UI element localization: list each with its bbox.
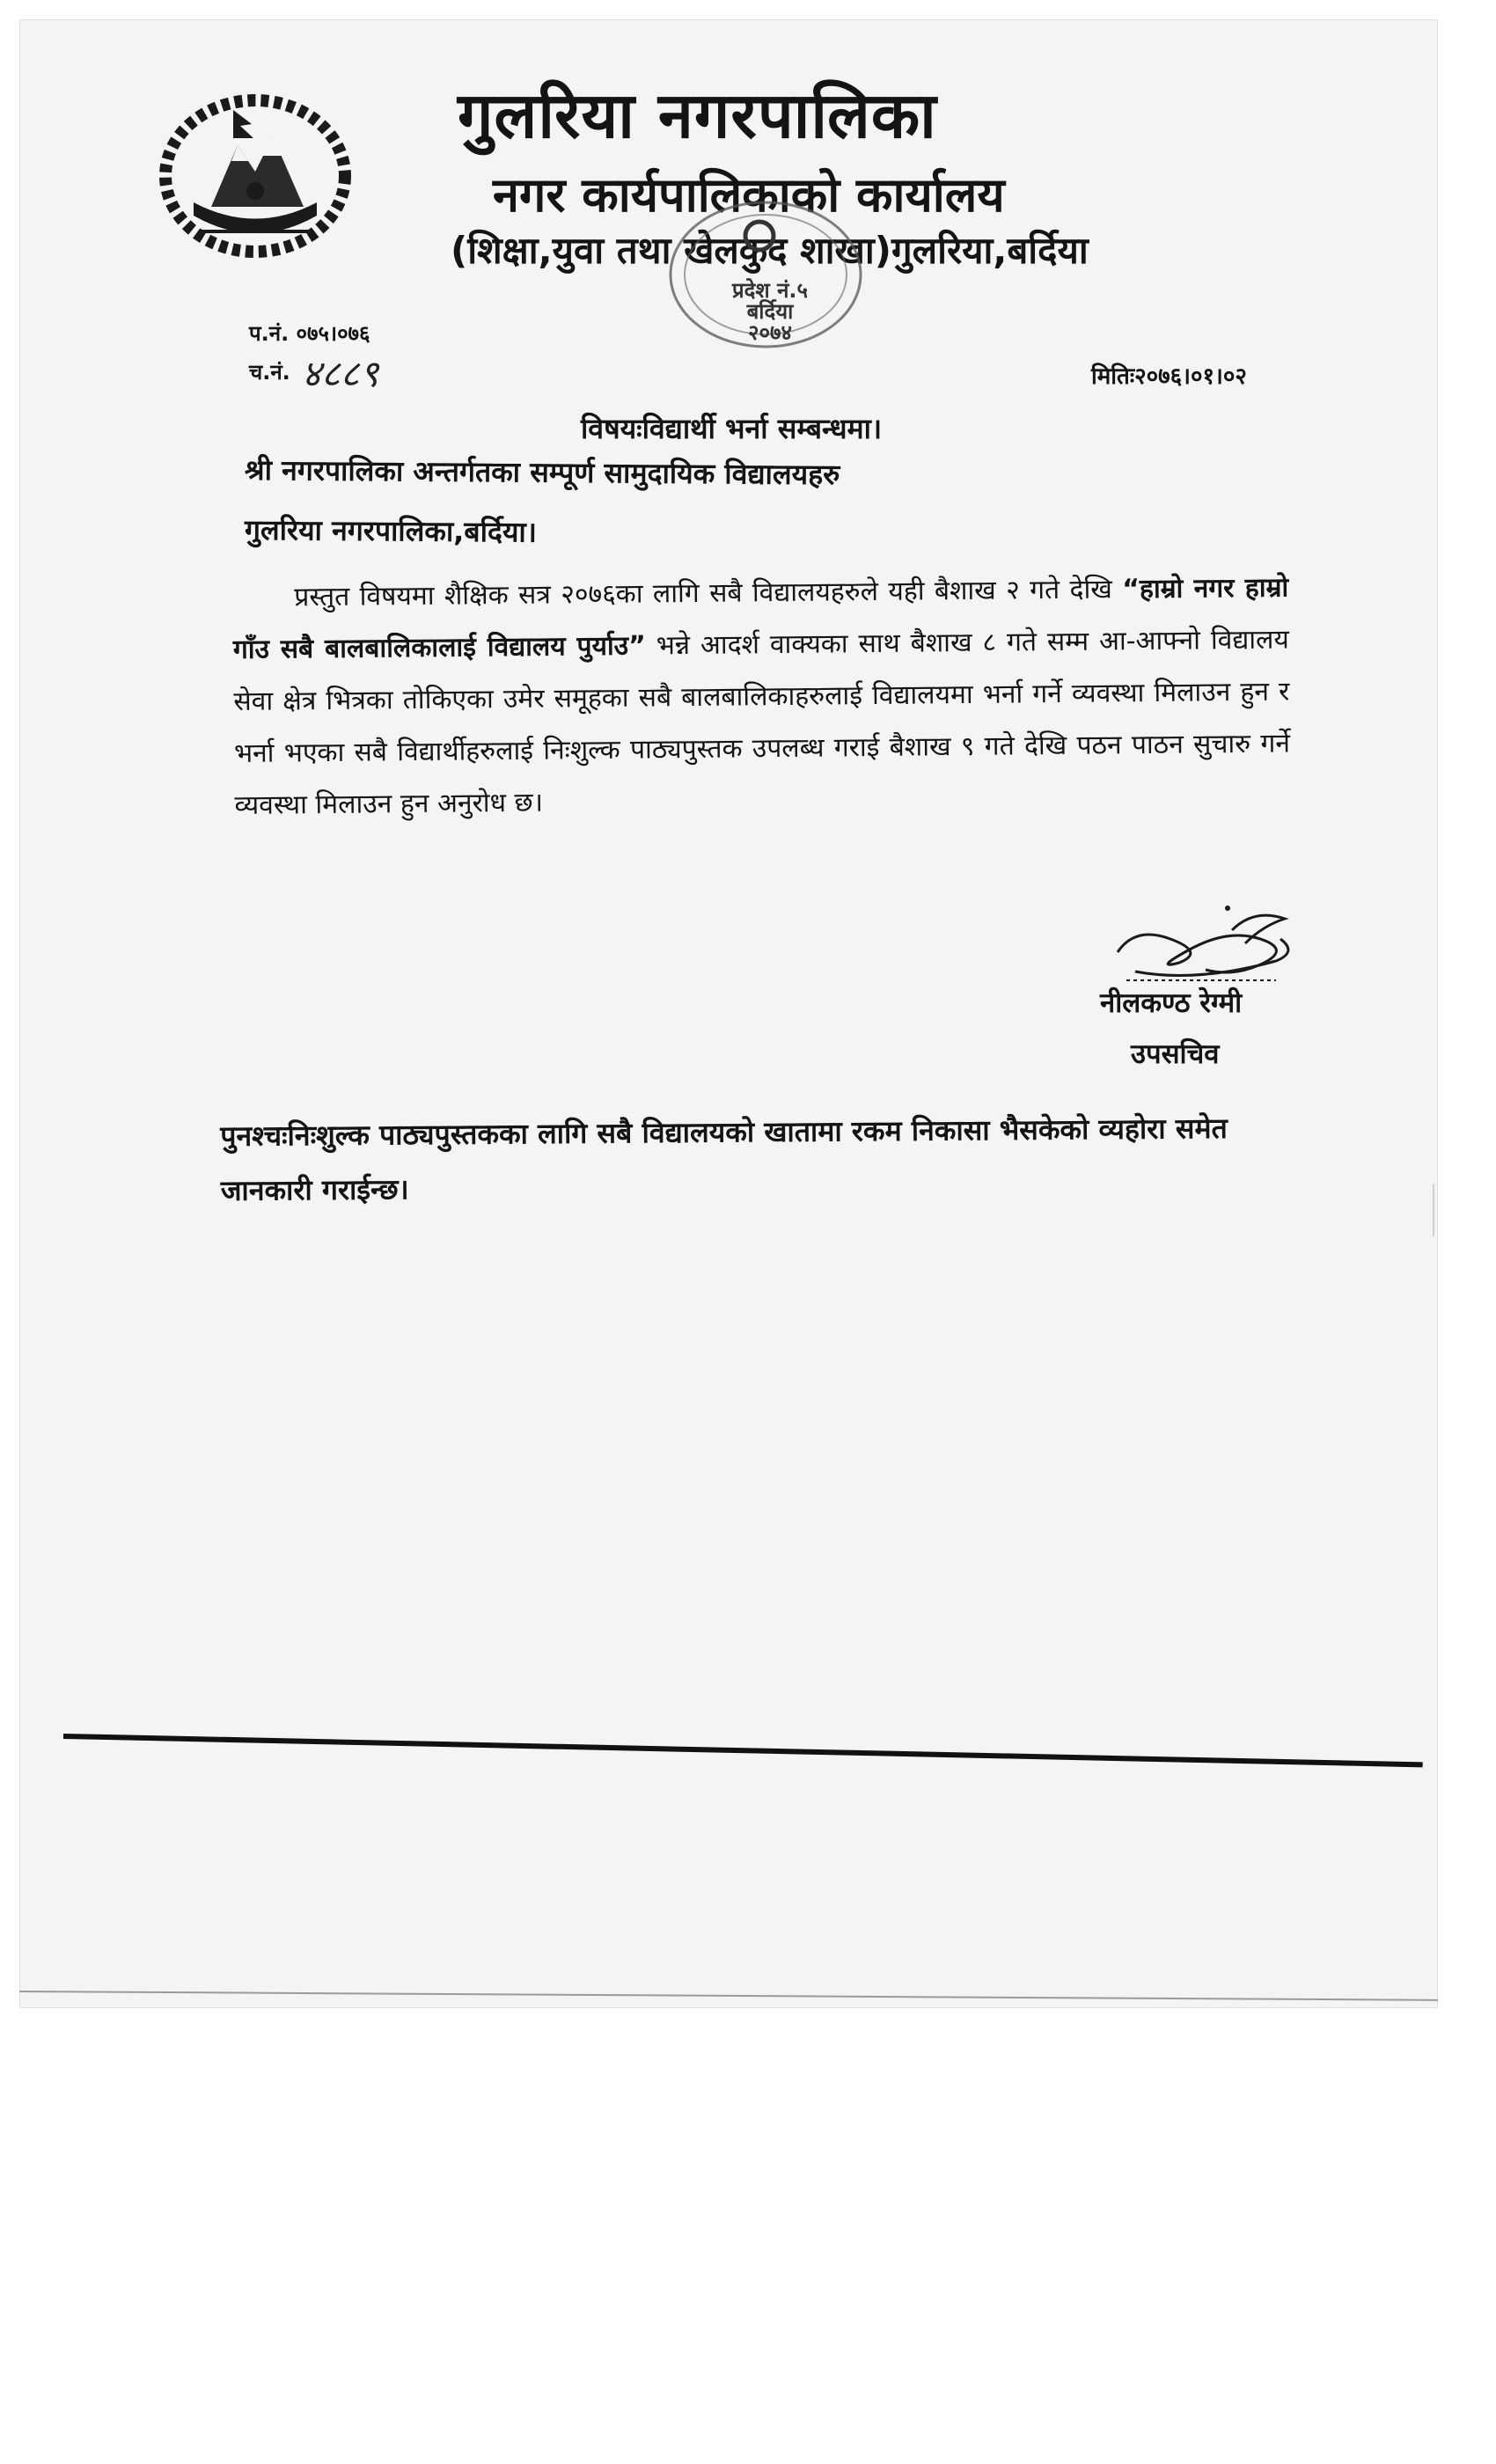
postscript: पुनश्चःनिःशुल्क पाठ्यपुस्तकका लागि सबै विद्यालयको खातामा रकम निकासा भैसकेको व्यहोरा समेत जानकारी गराईन्छ। xyxy=(220,1111,1228,1207)
nepal-government-emblem-icon xyxy=(150,84,361,268)
letter-body xyxy=(232,561,1291,832)
chalani-label: च.नं. xyxy=(249,360,290,385)
stamp-line-2: बर्दिया xyxy=(746,299,794,324)
signatory-designation: उपसचिव xyxy=(1131,1038,1220,1070)
stamp-line-1: प्रदेश नं.५ xyxy=(732,278,808,303)
scan-edge-mark xyxy=(1433,1184,1434,1236)
office-round-stamp-icon xyxy=(656,194,876,361)
letter-date: मितिः२०७६।०१।०२ xyxy=(1091,363,1247,390)
signatory-name: नीलकण्ठ रेग्मी xyxy=(1100,987,1243,1019)
letter-subject: विषयःविद्यार्थी भर्ना सम्बन्धमा। xyxy=(581,412,883,445)
branch-title: (शिक्षा,युवा तथा खेलकुद शाखा)गुलरिया,बर्दिया xyxy=(451,229,1089,272)
stamp-line-3: २०७४ xyxy=(748,320,792,345)
municipality-title: गुलरिया नगरपालिका xyxy=(458,78,937,152)
patra-sankhya: प.नं. ०७५।०७६ xyxy=(249,321,370,346)
office-title: नगर कार्यपालिकाको कार्यालय xyxy=(493,167,1005,223)
chalani-number: ४८८९ xyxy=(302,352,379,395)
addressee-line-2: गुलरिया नगरपालिका,बर्दिया। xyxy=(244,513,538,549)
addressee-line-1: श्री नगरपालिका अन्तर्गतका सम्पूर्ण सामुदायिक विद्यालयहरु xyxy=(244,453,840,492)
body-part-1: प्रस्तुत विषयमा शैक्षिक सत्र २०७६का लागि सबै विद्यालयहरुले यही बैशाख २ गते देखि xyxy=(294,574,1123,613)
body-part-2: भन्ने आदर्श वाक्यका साथ बैशाख ८ गते सम्म आ-आफ्नो विद्यालय सेवा क्षेत्र भित्रका तोकिएका उमेर समूहका सबै बालबालिकाहरुलाई विद्यालयमा भर्ना गर्ने व्यवस्था मिलाउन हुन र भर्ना भएका सबै विद्यार्थीहरुलाई निःशुल्क पाठ्यपुस्तक उपलब्ध गराई बैशाख ९ गते देखि पठन पाठन सुचारु गर्ने व्यवस्था मिलाउन हुन अनुरोध छ। xyxy=(233,624,1291,821)
body-slogan: “हाम्रो नगर हाम्रो गाँउ सबै बालबालिकालाई विद्यालय पुर्याउ” xyxy=(232,572,1289,665)
